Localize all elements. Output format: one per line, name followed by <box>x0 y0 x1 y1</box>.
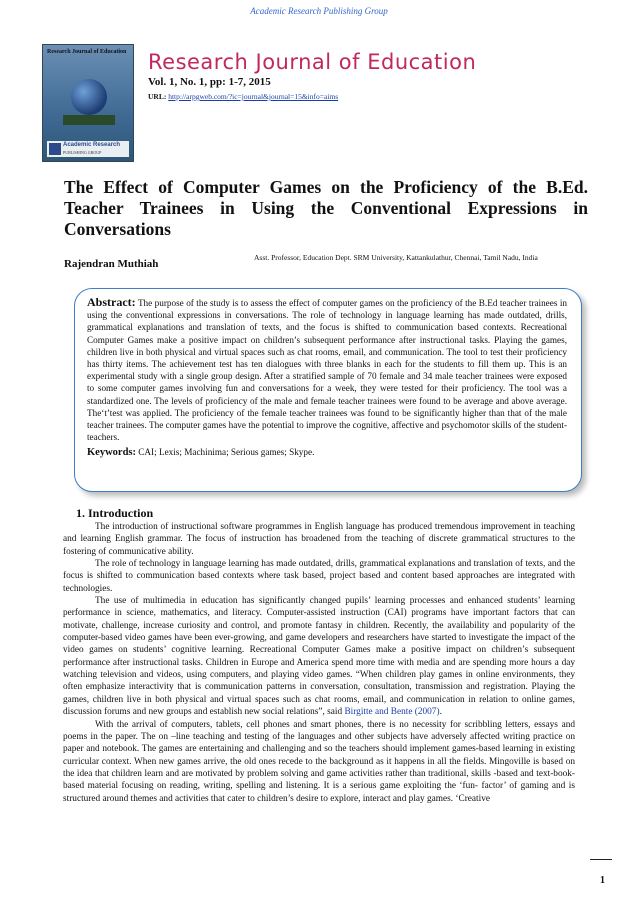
paragraph-text: The use of multimedia in education has significantly changed pupils’ learning processes and enhanced students’ learning performance in science, mathematics, and literacy. Computer-assisted instruction (CAI) programs have important factors that can motivate, challenge, increase curiosity and control, and promote fantasy in children. Recently, the availability and popularity of the computer-based video games have been ever-growing, and game developers and researchers have started to investigate the impact of the video games on students’ cognitive learning. Recreational Computer Games make a positive impact on children’s subsequent performance after instructional tasks. Children in Europe and America spend more time with media and are spending more hours a day watching television and videos, using computers, and playing video games. “When children play games in online environments, they often emphasize interactivity that is communication patterns in conversation, consultation, transmission and registration. Playing the games, children live in both physical and virtual spaces such as chat rooms, email, and communication in relation to online games, discussion forums and new groups and establish new social relations”, said <box>63 596 575 718</box>
abstract-label: Abstract: <box>87 295 136 309</box>
author-name: Rajendran Muthiah <box>64 258 159 270</box>
paragraph <box>63 595 575 718</box>
publisher-logo-icon <box>49 143 61 155</box>
journal-cover-image <box>42 44 134 162</box>
cover-logo-text: Academic Research <box>63 142 121 148</box>
keywords-label: Keywords: <box>87 447 136 459</box>
abstract-text: The purpose of the study is to assess the effect of computer games on the proficiency of the B.Ed teacher trainees in using the conventional expressions in conversations. The role of technology in language learning has made outdated, drills, grammatical explanations and translation of texts, and the focus is shifted to communication based contexts. Recreational Computer Games make a positive impact on children’s subsequent performance after instructional tasks. Playing the games, children live in both physical and virtual spaces such as chat rooms, email, and communication. The tool to test their proficiency has thirty items. The achievement test has ten dialogues with three blanks in each for the students to fill them up. This is an experimental study with a single group design. After a stratified sample of 70 female and 34 male teacher trainees were exposed to some computer games involving fun and conversations for a week, they were tested for their proficiency. The tool was a standardized one. The levels of proficiency of the male and female teacher trainees were found to be average and above average. The‘t’test was applied. The proficiency of the female teacher trainees was found to be significantly higher than that of the male teacher trainees. The computer games have the potential to improve the cognitive, affective and psychomotor skills of the student-teachers. <box>87 298 567 443</box>
keywords-line <box>87 446 567 459</box>
volume-info: Vol. 1, No. 1, pp: 1-7, 2015 <box>148 76 271 88</box>
body-text <box>63 521 575 805</box>
url-label: URL: <box>148 92 167 101</box>
journal-url-link[interactable]: http://arpgweb.com/?ic=journal&journal=15&info=aims <box>168 92 339 101</box>
author-affiliation: Asst. Professor, Education Dept. SRM University, Kattankulathur, Chennai, Tamil Nadu, India <box>254 253 538 262</box>
paragraph: The role of technology in language learning has made outdated, drills, grammatical explanations and translation of texts, and the focus is shifted to communication based contexts where task based, project based and content based approaches are integrated with technologies. <box>63 559 575 594</box>
abstract-box <box>74 288 582 492</box>
publisher-header: Academic Research Publishing Group <box>250 6 388 16</box>
books-icon <box>63 115 115 125</box>
page-number: 1 <box>600 875 605 886</box>
footer-rule <box>590 859 612 860</box>
cover-logo <box>47 141 129 157</box>
paragraph-end: . <box>439 707 442 718</box>
keywords-text: CAI; Lexis; Machinima; Serious games; Skype. <box>138 447 315 458</box>
citation-link[interactable]: Birgitte and Bente (2007) <box>344 707 440 718</box>
paragraph: With the arrival of computers, tablets, cell phones and smart phones, there is no necessity for scribbling letters, essays and poems in the paper. The on –line teaching and testing of the languages and other subjects have adversely affected writing practice on paper and notebook. The games are entertaining and challenging and so the teachers should implement games-based learning in existing curricular context. When new games arrive, the old ones recede to the background as it happens in all the fields. Mingoville is based on the idea that children learn and are motivated by problem solving and game activities rather than traditional, skills -based and text-book- based material focusing on reading, writing, spelling and listening. It is a serious game exploiting the ‘fun- factor’ of gaming and is structured around themes and activities that cater to children’s desire to explore, interact and play games. ‘Creative <box>63 719 575 804</box>
section-heading: 1. Introduction <box>76 506 154 520</box>
globe-icon <box>71 79 107 115</box>
journal-title: Research Journal of Education <box>148 50 477 74</box>
cover-logo-sub: PUBLISHING GROUP <box>63 150 102 155</box>
paper-title: The Effect of Computer Games on the Proficiency of the B.Ed. Teacher Trainees in Using the Conventional Expressions in Conversations <box>64 177 588 239</box>
journal-url <box>148 92 338 101</box>
cover-title: Research Journal of Education <box>47 49 127 55</box>
paragraph: The introduction of instructional software programmes in English language has produced tremendous improvement in teaching and learning English grammar. The focus of instruction has broadened from the teaching of discrete grammatical structures to the fostering of communicative ability. <box>63 522 575 557</box>
